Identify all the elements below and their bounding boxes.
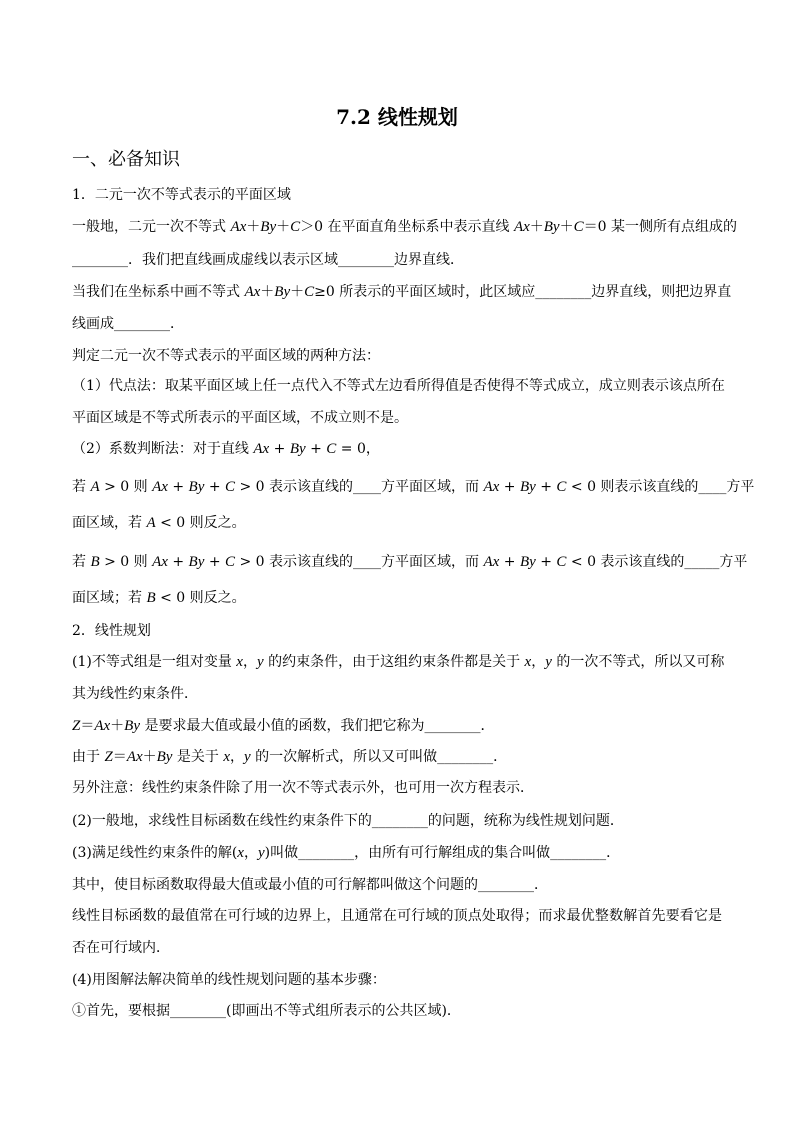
math-variable: Ax [483,479,500,495]
math-variable: C [573,219,584,235]
math-variable: Ax [230,219,247,235]
math-variable: A [146,515,156,531]
math-variable: y [545,654,552,670]
math-variable: A [90,479,100,495]
paragraph-line: 线画成________． [72,316,184,332]
math-variable: By [156,749,173,765]
math-variable: Ax [244,284,261,300]
paragraph-line: 面区域；若 B < 0 则反之。 [72,590,246,606]
math-variable: x [524,654,532,670]
paragraph-line: Z＝Ax＋By 是要求最大值或最小值的函数，我们把它称为________． [72,718,495,734]
math-variable: C [290,219,301,235]
math-variable: By [543,219,560,235]
paragraph-line: 由于 Z＝Ax＋By 是关于 x，y 的一次解析式，所以又可叫做________． [72,749,508,765]
paragraph-line: ①首先，要根据________(即画出不等式组所表示的公共区域)． [72,1003,461,1019]
math-variable: By [519,479,536,495]
math-variable: Ax [513,219,530,235]
math-variable: C [556,554,567,570]
math-variable: By [124,718,140,734]
math-variable: By [188,479,205,495]
math-variable: B [90,554,100,570]
paragraph-line: (1)不等式组是一组对变量 x，y 的约束条件，由于这组约束条件都是关于 x，y 的一次不等式，所以又可称 [72,654,725,670]
paragraph-line: ________．我们把直线画成虚线以表示区域________边界直线． [72,252,464,268]
paragraph-line: 当我们在坐标系中画不等式 Ax＋By＋C≥0 所表示的平面区域时，此区域应________边界直线，则把边界直 [72,284,732,300]
math-variable: C [225,479,236,495]
math-variable: By [188,554,205,570]
subsection-heading: 2．线性规划 [72,623,151,639]
math-variable: Ax [126,749,143,765]
math-variable: Ax [483,554,500,570]
paragraph-line: 否在可行域内． [72,940,170,956]
math-variable: By [260,219,277,235]
paragraph-line: 一般地，二元一次不等式 Ax＋By＋C＞0 在平面直角坐标系中表示直线 Ax＋By＋C＝0 某一侧所有点组成的 [72,219,737,235]
math-variable: Z [104,749,113,765]
math-variable: C [304,284,315,300]
paragraph-line: (2)一般地，求线性目标函数在线性约束条件下的________的问题，统称为线性规划问题． [72,813,624,829]
math-variable: x [223,749,231,765]
math-variable: C [225,554,236,570]
math-variable: Ax [253,441,270,457]
paragraph-line: 其中，使目标函数取得最大值或最小值的可行解都叫做这个问题的________． [72,877,548,893]
paragraph-line: 面区域，若 A < 0 则反之。 [72,515,246,531]
paragraph-line: 另外注意：线性约束条件除了用一次不等式表示外，也可用一次方程表示． [72,780,534,796]
paragraph-line: (4)用图解法解决简单的线性规划问题的基本步骤： [72,972,386,988]
math-variable: Ax [152,479,168,495]
math-variable: Ax [152,554,168,570]
math-variable: C [556,479,567,495]
paragraph-line: 若 B > 0 则 Ax + By + C > 0 表示该直线的____方平面区域，而 Ax + By + C < 0 表示该直线的_____方平 [72,554,748,570]
math-variable: x [237,845,244,861]
math-variable: x [236,654,243,670]
math-variable: C [326,441,337,457]
paragraph-line: 线性目标函数的最值常在可行域的边界上，且通常在可行域的顶点处取得；而求最优整数解首先要看它是 [72,908,722,924]
math-variable: y [256,654,264,670]
paragraph-line: 其为线性约束条件． [72,686,198,702]
paragraph-line: 平面区域是不等式所表示的平面区域，不成立则不是。 [72,410,408,426]
subsection-heading: 1．二元一次不等式表示的平面区域 [72,187,291,203]
math-variable: y [244,749,251,765]
math-variable: By [274,284,291,300]
math-variable: B [146,590,156,606]
math-variable: y [257,845,265,861]
paragraph-line: 判定二元一次不等式表示的平面区域的两种方法： [72,348,380,364]
math-variable: Ax [94,718,111,734]
section-heading: 一、必备知识 [72,149,180,170]
page-title: 7.2 线性规划 [336,105,458,129]
paragraph-line: (3)满足线性约束条件的解(x，y)叫做________，由所有可行解组成的集合叫做________． [72,845,621,861]
paragraph-line: （2）系数判断法：对于直线 Ax + By + C = 0， [72,441,380,457]
math-variable: By [519,554,536,570]
paragraph-line: 若 A > 0 则 Ax + By + C > 0 表示该直线的____方平面区域，而 Ax + By + C < 0 则表示该直线的____方平 [72,479,755,495]
paragraph-line: （1）代点法：取某平面区域上任一点代入不等式左边看所得值是否使得不等式成立，成立则表示该点所在 [72,378,725,394]
math-variable: By [289,441,306,457]
math-variable: Z [72,718,81,734]
